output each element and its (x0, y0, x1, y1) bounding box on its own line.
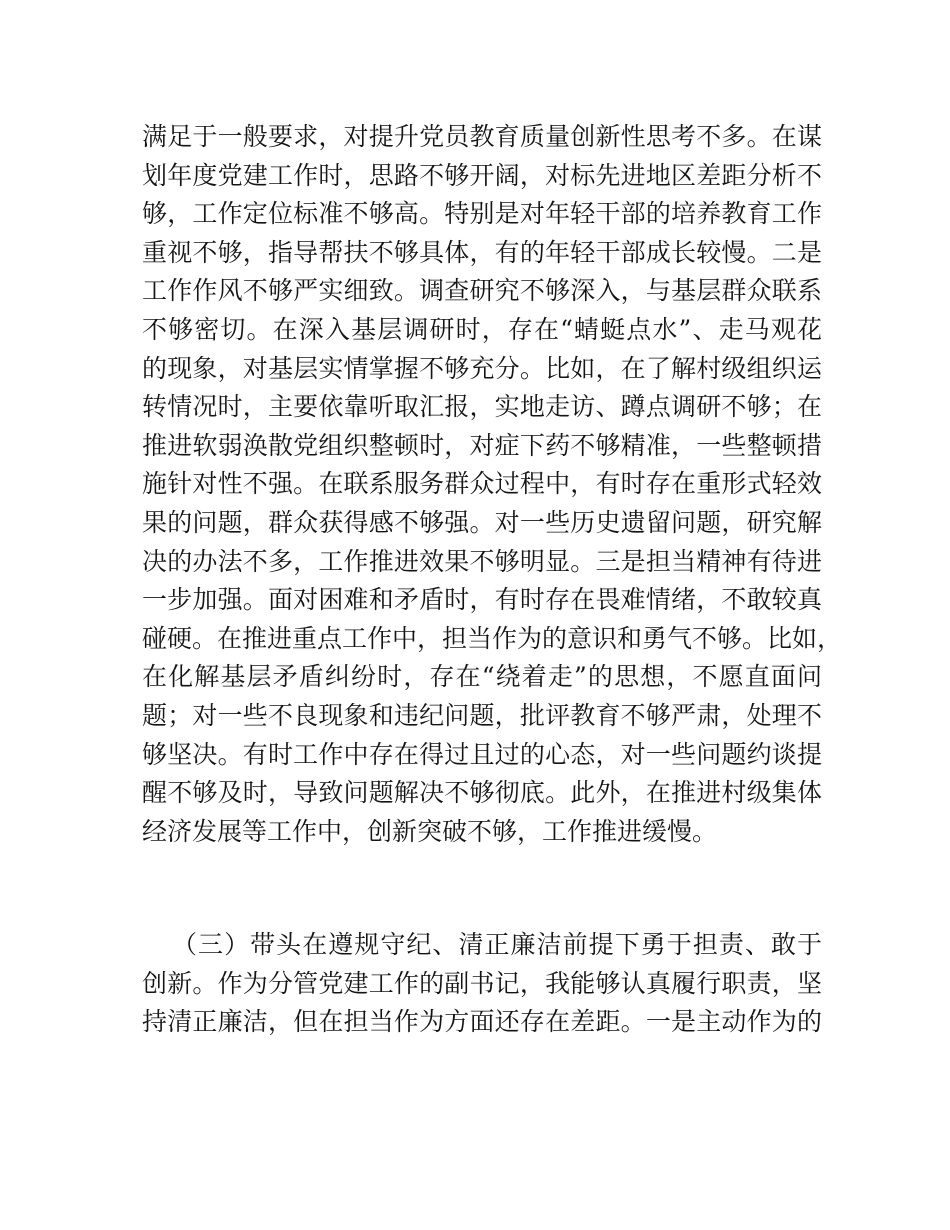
body-paragraph-1 (142, 118, 843, 851)
paragraph-line: 够坚决。有时工作中存在得过且过的心态，对一些问题约谈提 (142, 739, 822, 769)
paragraph-line: 醒不够及时，导致问题解决不够彻底。此外，在推进村级集体 (142, 778, 822, 808)
paragraph-line: 碰硬。在推进重点工作中，担当作为的意识和勇气不够。比如， (142, 623, 843, 653)
paragraph-line: 题；对一些不良现象和违纪问题，批评教育不够严肃，处理不 (142, 700, 822, 730)
paragraph-line: 的现象，对基层实情掌握不够充分。比如，在了解村级组织运 (142, 353, 822, 383)
paragraph-line: 工作作风不够严实细致。调查研究不够深入，与基层群众联系 (142, 276, 822, 306)
paragraph-line: 持清正廉洁，但在担当作为方面还存在差距。一是主动作为的 (142, 1007, 822, 1037)
paragraph-line: 决的办法不多，工作推进效果不够明显。三是担当精神有待进 (142, 546, 822, 576)
paragraph-line: 果的问题，群众获得感不够强。对一些历史遗留问题，研究解 (142, 507, 822, 537)
paragraph-line: 不够密切。在深入基层调研时，存在“蜻蜓点水”、走马观花 (142, 314, 822, 344)
paragraph-line: （三）带头在遵规守纪、清正廉洁前提下勇于担责、敢于 (172, 930, 822, 959)
paragraph-line: 施针对性不强。在联系服务群众过程中，有时存在重形式轻效 (142, 469, 822, 499)
paragraph-line: 重视不够，指导帮扶不够具体，有的年轻干部成长较慢。二是 (142, 237, 822, 267)
body-paragraph-2 (142, 926, 822, 1042)
paragraph-line: 在化解基层矛盾纠纷时，存在“绕着走”的思想，不愿直面问 (142, 662, 822, 692)
paragraph-line: 够，工作定位标准不够高。特别是对年轻干部的培养教育工作 (142, 199, 822, 229)
paragraph-line: 一步加强。面对困难和矛盾时，有时存在畏难情绪，不敢较真 (142, 585, 822, 615)
paragraph-line: 经济发展等工作中，创新突破不够，工作推进缓慢。 (142, 816, 718, 846)
paragraph-line: 推进软弱涣散党组织整顿时，对症下药不够精准，一些整顿措 (142, 430, 822, 460)
paragraph-line: 满足于一般要求，对提升党员教育质量创新性思考不多。在谋 (142, 122, 822, 151)
paragraph-line: 转情况时，主要依靠听取汇报，实地走访、蹲点调研不够；在 (142, 392, 822, 422)
paragraph-line: 创新。作为分管党建工作的副书记，我能够认真履行职责，坚 (142, 968, 822, 998)
paragraph-line: 划年度党建工作时，思路不够开阔，对标先进地区差距分析不 (142, 160, 822, 190)
